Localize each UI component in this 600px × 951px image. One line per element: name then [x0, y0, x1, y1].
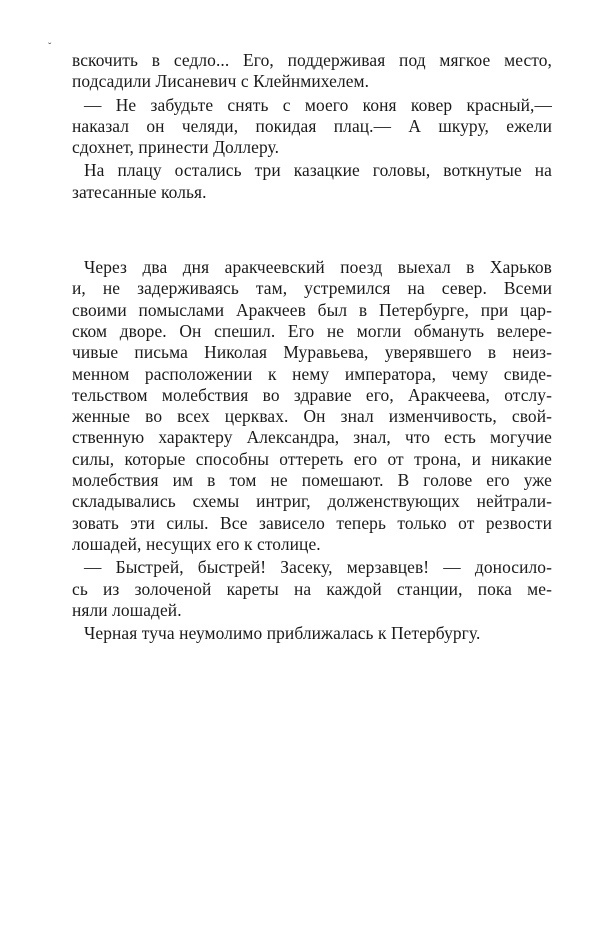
text-line: своими помыслами Аракчеев был в Петербурге, при цар-: [72, 299, 552, 320]
book-page: [72, 50, 552, 646]
paragraph-3: [72, 160, 552, 203]
text-line: тельством молебствия во здравие его, Аракчеева, отслу-: [72, 384, 552, 405]
text-line: — Не забудьте снять с моего коня ковер красный,—: [84, 94, 552, 115]
text-line: чивые письма Николая Муравьева, уверявшего в неиз-: [72, 342, 552, 363]
text-line: молебствия им в том не помешают. В голове его уже: [72, 470, 552, 491]
text-line: вскочить в седло... Его, поддерживая под мягкое место,: [72, 50, 552, 70]
text-line: Черная туча неумолимо приближалась к Петербургу.: [84, 623, 481, 644]
paragraph-4: [72, 257, 552, 555]
text-line: Через два дня аракчеевский поезд выехал в Харьков: [84, 257, 552, 278]
text-line: сдохнет, принести Доллеру.: [72, 137, 280, 158]
text-line: менном расположении к нему императора, чему свиде-: [72, 363, 552, 384]
text-line: ском дворе. Он спешил. Его не могли обмануть велере-: [72, 320, 552, 341]
text-line: женные во всех церквах. Он знал изменчивость, свой-: [72, 406, 552, 427]
paragraph-2: [72, 95, 552, 159]
margin-mark: ˇ: [48, 42, 52, 53]
text-line: силы, которые способны оттереть его от трона, и никакие: [72, 448, 552, 469]
text-line: подсадили Лисаневич с Клейнмихелем.: [72, 71, 370, 92]
paragraph-1: [72, 50, 552, 93]
text-line: — Быстрей, быстрей! Засеку, мерзавцев! — доносило-: [84, 557, 552, 578]
text-line: наказал он челяди, покидая плац.— А шкуру, ежели: [72, 115, 552, 136]
text-line: сь из золоченой кареты на каждой станции, пока ме-: [72, 578, 552, 599]
text-line: затесанные колья.: [72, 181, 207, 202]
text-line: На плацу остались три казацкие головы, воткнутые на: [84, 160, 552, 181]
paragraph-6: [72, 623, 552, 644]
text-line: складывались схемы интриг, долженствующих нейтрали-: [72, 491, 552, 512]
text-line: и, не задерживаясь там, устремился на север. Всеми: [72, 278, 552, 299]
paragraph-5: [72, 557, 552, 621]
text-line: ственную характеру Александра, знал, что есть могучие: [72, 427, 552, 448]
text-line: зовать эти силы. Все зависело теперь только от резвости: [72, 512, 552, 533]
section-break: [72, 205, 552, 257]
text-line: лошадей, несущих его к столице.: [72, 533, 321, 554]
text-line: няли лошадей.: [72, 599, 182, 620]
